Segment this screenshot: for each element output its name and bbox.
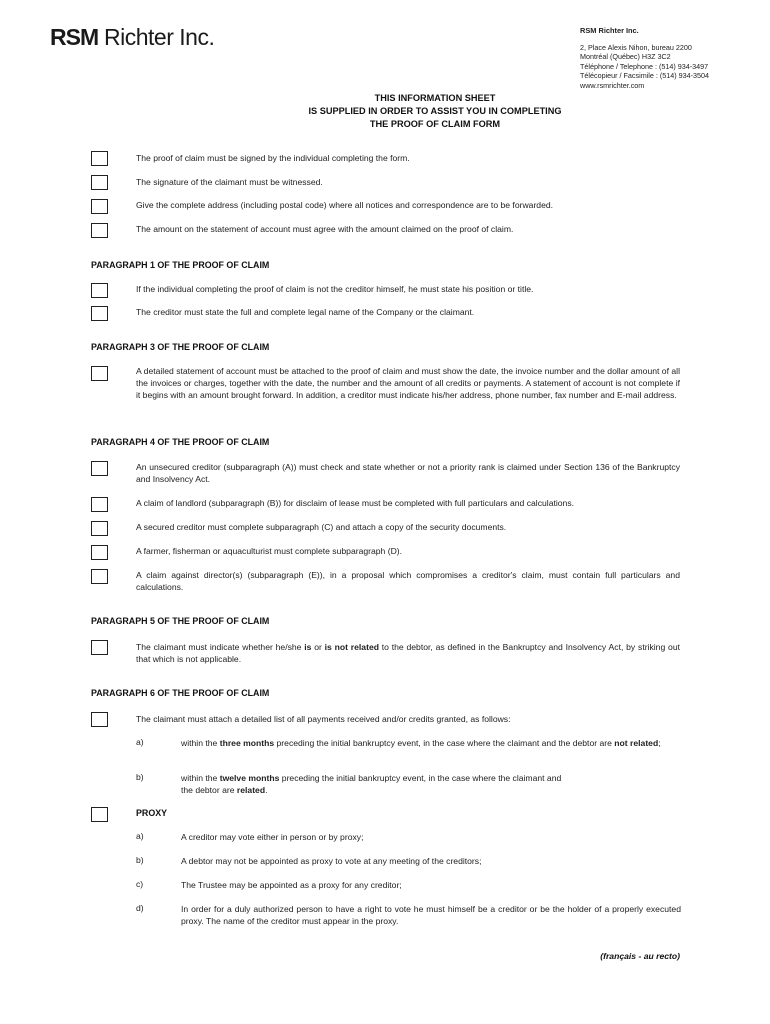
checkbox[interactable]	[91, 461, 108, 476]
checkbox[interactable]	[91, 151, 108, 166]
proxy-heading: PROXY	[136, 808, 168, 818]
section-heading-p5: PARAGRAPH 5 OF THE PROOF OF CLAIM	[91, 616, 270, 626]
text-run: the debtor are	[181, 785, 237, 795]
checkbox[interactable]	[91, 223, 108, 238]
checkbox[interactable]	[91, 807, 108, 822]
address-line: Montréal (Québec) H3Z 3C2	[580, 52, 671, 62]
text-run: within the	[181, 738, 220, 748]
checklist-item: The creditor must state the full and complete legal name of the Company or the claimant.	[136, 307, 475, 317]
phone-line: Téléphone / Telephone : (514) 934-3497	[580, 61, 709, 71]
sub-item-label: a)	[136, 831, 144, 841]
text-run: The claimant must indicate whether he/she	[136, 642, 305, 652]
page-footer-note: (français - au recto)	[600, 951, 680, 961]
checklist-item: An unsecured creditor (subparagraph (A)) must check and state whether or not a priority rank is claimed under Section 136 of the Bankruptcy and Insolvency Act.	[136, 462, 680, 484]
website-line: www.rsmrichter.com	[580, 80, 645, 90]
title-line: IS SUPPLIED IN ORDER TO ASSIST YOU IN COMPLETING	[308, 106, 562, 116]
text-run: within the	[181, 773, 220, 783]
text-run: to the debtor, as defined in the Bankruptcy and Insolvency Act, by striking out that which is not applicable.	[136, 642, 680, 664]
bold-run: three months	[219, 738, 275, 748]
checkbox[interactable]	[91, 283, 108, 298]
text-run: preceding the initial bankruptcy event, in the case where the claimant and	[279, 773, 562, 783]
sub-item	[181, 772, 681, 796]
text-run: .	[265, 785, 268, 795]
checkbox[interactable]	[91, 366, 108, 381]
section-heading-p6: PARAGRAPH 6 OF THE PROOF OF CLAIM	[91, 688, 270, 698]
checkbox[interactable]	[91, 497, 108, 512]
checklist-item: The signature of the claimant must be witnessed.	[136, 177, 323, 187]
checklist-item: A claim of landlord (subparagraph (B)) for disclaim of lease must be completed with full particulars and calculations.	[136, 498, 575, 508]
sub-item: In order for a duly authorized person to have a right to vote he must himself be a creditor or be the holder of a properly executed proxy. The name of the creditor must appear in the proxy.	[181, 904, 681, 926]
checklist-item: The amount on the statement of account must agree with the amount claimed on the proof of claim.	[136, 224, 514, 234]
section-heading-p1: PARAGRAPH 1 OF THE PROOF OF CLAIM	[91, 260, 270, 270]
sub-item-label: b)	[136, 855, 144, 865]
logo-richter: Richter Inc.	[98, 24, 215, 50]
sub-item: A creditor may vote either in person or by proxy;	[181, 832, 364, 842]
sub-item-label: d)	[136, 903, 144, 913]
checkbox[interactable]	[91, 569, 108, 584]
text-run: or	[311, 642, 325, 652]
checklist-item: A farmer, fisherman or aquaculturist must complete subparagraph (D).	[136, 546, 403, 556]
title-line: THE PROOF OF CLAIM FORM	[369, 119, 501, 129]
sub-item-label: a)	[136, 737, 144, 747]
address-line: 2, Place Alexis Nihon, bureau 2200	[580, 42, 692, 52]
bold-run: not related	[614, 738, 659, 748]
checkbox[interactable]	[91, 521, 108, 536]
checklist-item: A detailed statement of account must be attached to the proof of claim and must show the date, the invoice number and the dollar amount of all the invoices or charges, together with the date, the number and the amount of all credits or payments. A statement of account is not complete if it begins with an amount brought forward. In addition, a creditor must indicate his/her address, phone number, fax number and E-mail address.	[136, 366, 680, 400]
fax-line: Télécopieur / Facsimile : (514) 934-3504	[580, 71, 710, 81]
checkbox[interactable]	[91, 175, 108, 190]
document-title	[180, 92, 690, 131]
bold-run: related	[236, 785, 266, 795]
firm-name: RSM Richter Inc.	[580, 26, 639, 35]
logo-rsm: RSM	[50, 24, 99, 50]
sub-item: A debtor may not be appointed as proxy to vote at any meeting of the creditors;	[181, 856, 482, 866]
sub-item: The Trustee may be appointed as a proxy for any creditor;	[181, 880, 402, 890]
text-run: ;	[658, 738, 661, 748]
checklist-item	[136, 641, 680, 665]
text-run: preceding the initial bankruptcy event, in the case where the claimant and the debtor are	[274, 738, 615, 748]
sub-item-label: b)	[136, 772, 144, 782]
title-line: THIS INFORMATION SHEET	[374, 93, 496, 103]
checklist-item: A secured creditor must complete subparagraph (C) and attach a copy of the security documents.	[136, 522, 507, 532]
checklist-item: A claim against director(s) (subparagraph (E)), in a proposal which compromises a creditor's claim, must contain full particulars and calculations.	[136, 570, 680, 592]
section-heading-p4: PARAGRAPH 4 OF THE PROOF OF CLAIM	[91, 437, 270, 447]
checkbox[interactable]	[91, 712, 108, 727]
bold-run: is not related	[324, 642, 379, 652]
checklist-item: If the individual completing the proof of claim is not the creditor himself, he must state his position or title.	[136, 284, 534, 294]
sub-item	[181, 737, 681, 749]
bold-run: twelve months	[219, 773, 280, 783]
checkbox[interactable]	[91, 545, 108, 560]
checklist-item: The proof of claim must be signed by the individual completing the form.	[136, 153, 410, 163]
section-heading-p3: PARAGRAPH 3 OF THE PROOF OF CLAIM	[91, 342, 270, 352]
checkbox[interactable]	[91, 199, 108, 214]
company-logo	[50, 24, 214, 51]
checklist-item: The claimant must attach a detailed list of all payments received and/or credits granted, as follows:	[136, 714, 511, 724]
sub-item-label: c)	[136, 879, 144, 889]
bold-run: is	[304, 642, 312, 652]
checkbox[interactable]	[91, 306, 108, 321]
checkbox[interactable]	[91, 640, 108, 655]
checklist-item: Give the complete address (including postal code) where all notices and correspondence are to be forwarded.	[136, 200, 554, 210]
address-block	[580, 26, 709, 91]
